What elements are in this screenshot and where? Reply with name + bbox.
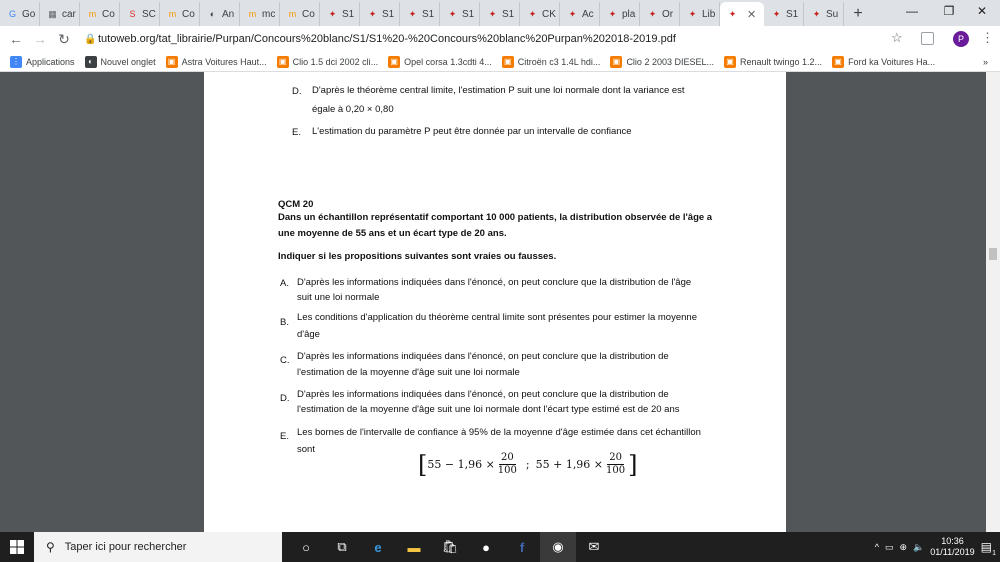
address-bar[interactable] <box>84 28 934 50</box>
tab-favicon-icon: ✦ <box>812 8 821 19</box>
fraction <box>606 452 625 477</box>
option-text: Les conditions d'application du théorème central limite sont présentes pour estimer la moyenne <box>297 312 697 323</box>
confidence-interval-formula <box>418 452 638 477</box>
bookmark-item[interactable] <box>85 56 156 68</box>
browser-tab[interactable] <box>160 2 200 26</box>
tab-favicon-icon: ✦ <box>772 8 781 19</box>
bookmarks-bar <box>0 52 1000 72</box>
bookmark-item[interactable] <box>502 56 601 68</box>
tab-label: S1 <box>786 8 799 20</box>
tab-favicon-icon: ◐ <box>209 9 216 19</box>
bookmark-label: Applications <box>26 56 75 67</box>
tab-favicon-icon: ✦ <box>528 8 537 19</box>
cortana-icon[interactable]: ○ <box>302 539 310 555</box>
tab-favicon-icon: ✦ <box>568 8 577 19</box>
tab-label: CK <box>542 8 556 20</box>
browser-tab[interactable] <box>560 2 600 26</box>
clock[interactable] <box>930 536 974 558</box>
profile-avatar[interactable]: P <box>953 31 969 47</box>
browser-tab[interactable] <box>440 2 480 26</box>
option-text: suit une loi normale <box>297 292 380 303</box>
option-text: d'âge <box>297 329 320 340</box>
car-icon: ▣ <box>277 56 289 68</box>
tab-label: S1 <box>462 8 475 20</box>
tab-label: pla <box>622 8 636 20</box>
browser-tab[interactable] <box>40 2 80 26</box>
mail-icon[interactable]: ✉ <box>588 539 600 554</box>
browser-tab[interactable] <box>804 2 844 26</box>
vertical-scrollbar[interactable] <box>986 72 1000 532</box>
bookmark-label: Clio 1.5 dci 2002 cli... <box>292 56 379 67</box>
windows-taskbar <box>0 532 1000 562</box>
browser-tab[interactable] <box>120 2 160 26</box>
taskbar-search[interactable] <box>34 532 282 562</box>
browser-tab[interactable] <box>0 2 40 26</box>
bookmark-item[interactable] <box>724 56 822 68</box>
facebook-icon[interactable]: f <box>519 539 525 555</box>
option-letter: D. <box>292 86 302 97</box>
tab-label: S1 <box>502 8 515 20</box>
car-icon: ▣ <box>724 56 736 68</box>
tab-label: SC <box>142 8 156 20</box>
option-text: D'après les informations indiquées dans l'énoncé, on peut conclure que la distribution de l'âge <box>297 277 692 288</box>
tab-label: car <box>62 8 76 20</box>
reload-icon: ↻ <box>58 30 70 47</box>
tab-label: Go <box>22 8 36 20</box>
search-icon: ⚲ <box>46 540 55 554</box>
bookmark-star-icon[interactable]: ☆ <box>891 30 903 45</box>
network-icon[interactable]: ▭ <box>884 541 894 552</box>
tab-favicon-icon: ✦ <box>408 8 417 19</box>
browser-tab[interactable] <box>280 2 320 26</box>
search-placeholder: Taper ici pour rechercher <box>64 541 187 553</box>
bracket-close: ] <box>628 450 638 479</box>
option-letter: E. <box>292 127 301 138</box>
bookmark-label: Citroën c3 1.4L hdi... <box>517 56 601 67</box>
browser-toolbar <box>0 26 1000 52</box>
tab-label: Su <box>826 8 839 20</box>
bookmark-label: Clio 2 2003 DIESEL... <box>626 56 714 67</box>
option-letter: B. <box>280 317 289 328</box>
tab-favicon-icon: ✦ <box>688 8 697 19</box>
car-icon: ▣ <box>388 56 400 68</box>
car-icon: ▣ <box>610 56 622 68</box>
tab-favicon-icon: ✦ <box>648 8 657 19</box>
option-text: L'estimation du paramètre P peut être donnée par un intervalle de confiance <box>312 126 632 137</box>
bookmark-item[interactable] <box>277 56 379 68</box>
globe-icon: ◐ <box>85 56 97 68</box>
question-intro: Dans un échantillon représentatif comportant 10 000 patients, la distribution observée de l'âge a <box>278 212 713 223</box>
option-letter: E. <box>280 431 289 442</box>
chevron-up-icon[interactable]: ^ <box>874 542 879 552</box>
browser-tab[interactable] <box>764 2 804 26</box>
option-text: D'après le théorème central limite, l'estimation P suit une loi normale dont la variance est <box>312 85 685 96</box>
notification-icon[interactable]: ▤ 1 <box>980 540 996 557</box>
bookmarks-overflow-button[interactable]: » <box>982 56 988 67</box>
task-view-icon[interactable]: ⧉ <box>337 539 347 554</box>
tab-favicon-icon: ✦ <box>608 8 617 19</box>
browser-tab[interactable] <box>600 2 640 26</box>
formula-term: 55 + 1,96 × <box>535 458 604 471</box>
fraction <box>498 452 517 477</box>
minimize-button[interactable]: — <box>906 4 918 18</box>
url-text: tutoweb.org/tat_librairie/Purpan/Concours%20blanc/S1/S1%20-%20Concours%20blanc%20Purpan%202018-2019.pdf <box>98 33 676 45</box>
tab-favicon-icon: m <box>288 9 297 19</box>
globe-icon[interactable]: ⊕ <box>899 541 908 552</box>
browser-tab[interactable] <box>400 2 440 26</box>
arrow-left-icon: ← <box>9 31 23 47</box>
option-text: égale à 0,20 × 0,80 <box>312 104 394 115</box>
browser-tab[interactable] <box>720 2 764 26</box>
browser-tab[interactable] <box>520 2 560 26</box>
bookmark-label: Nouvel onglet <box>100 56 156 67</box>
new-tab-button[interactable]: + <box>853 5 863 22</box>
option-text: D'après les informations indiquées dans l'énoncé, on peut conclure que la distribution de <box>297 351 669 362</box>
bookmark-label: Renault twingo 1.2... <box>740 56 823 67</box>
back-button[interactable] <box>4 27 28 51</box>
bookmark-label: Ford ka Voitures Ha... <box>848 56 936 67</box>
browser-tab[interactable] <box>80 2 120 26</box>
car-icon: ▣ <box>502 56 514 68</box>
option-text: l'estimation de la moyenne d'âge suit une loi normale <box>297 367 520 378</box>
tab-favicon-icon: m <box>248 9 257 19</box>
browser-tab[interactable] <box>320 2 360 26</box>
browser-tab[interactable] <box>640 2 680 26</box>
arrow-right-icon: → <box>33 31 47 47</box>
tab-favicon-icon: m <box>88 9 97 19</box>
option-letter: D. <box>280 393 290 404</box>
tab-label: S1 <box>422 8 435 20</box>
car-icon: ▣ <box>832 56 844 68</box>
tab-favicon-icon: S <box>129 9 136 19</box>
clock-date: 01/11/2019 <box>930 547 975 557</box>
tab-favicon-icon: ✦ <box>328 8 337 19</box>
tab-favicon-icon: ✦ <box>728 8 737 19</box>
start-button[interactable] <box>0 532 34 562</box>
question-intro: une moyenne de 55 ans et un écart type de 20 ans. <box>278 228 507 239</box>
browser-tab[interactable] <box>680 2 720 26</box>
tab-label: S1 <box>342 8 355 20</box>
bookmark-item[interactable] <box>10 56 75 68</box>
edge-icon[interactable]: e <box>374 539 382 555</box>
tab-favicon-icon: m <box>168 9 177 19</box>
bookmark-label: Astra Voitures Haut... <box>181 56 267 67</box>
extension-icon[interactable] <box>921 32 934 45</box>
forward-button[interactable] <box>28 27 52 51</box>
option-text: Les bornes de l'intervalle de confiance à 95% de la moyenne d'âge estimée dans cet échantillon <box>297 427 701 438</box>
bookmark-item[interactable] <box>610 56 714 68</box>
option-letter: A. <box>280 278 289 289</box>
formula-term: 55 − 1,96 × <box>427 458 495 471</box>
tab-favicon-icon: ✦ <box>448 8 457 19</box>
lock-icon: 🔒 <box>84 33 97 45</box>
media-app-icon[interactable]: ● <box>482 539 490 555</box>
restore-button[interactable]: ❐ <box>943 4 955 18</box>
tab-favicon-icon: ✦ <box>488 8 497 19</box>
question-instruction: Indiquer si les propositions suivantes sont vraies ou fausses. <box>278 251 557 262</box>
tab-label: S1 <box>382 8 395 20</box>
browser-tab[interactable] <box>360 2 400 26</box>
tab-label: Co <box>302 8 315 20</box>
pdf-viewer <box>0 72 1000 532</box>
bookmark-item[interactable] <box>166 56 267 68</box>
option-text: sont <box>297 444 315 455</box>
browser-tab[interactable] <box>240 2 280 26</box>
bookmark-label: Opel corsa 1.3cdti 4... <box>404 56 492 67</box>
chrome-icon[interactable]: ◉ <box>540 532 576 562</box>
tab-label: An <box>222 8 235 20</box>
question-title: QCM 20 <box>278 199 314 210</box>
car-icon: ▣ <box>166 56 178 68</box>
bookmark-item[interactable] <box>832 56 935 68</box>
tab-favicon-icon: ▦ <box>48 8 57 19</box>
volume-icon[interactable]: 🔈 <box>913 541 925 552</box>
windows-logo-icon <box>10 540 24 554</box>
pdf-page <box>204 72 786 532</box>
menu-kebab-icon[interactable]: ⋮ <box>981 30 994 45</box>
option-text: D'après les informations indiquées dans l'énoncé, on peut conclure que la distribution de <box>297 389 669 400</box>
browser-tab[interactable] <box>200 2 240 26</box>
tab-label: Or <box>662 8 674 20</box>
system-tray <box>875 532 1000 562</box>
fraction-denominator: 100 <box>497 465 517 476</box>
tab-favicon-icon: ✦ <box>368 8 377 19</box>
reload-button[interactable] <box>52 27 76 51</box>
bookmark-item[interactable] <box>388 56 492 68</box>
apps-icon: ⋮ <box>12 57 20 66</box>
file-explorer-icon[interactable]: ▬ <box>407 539 421 555</box>
tab-label: Lib <box>702 8 716 20</box>
tab-favicon-icon: G <box>8 9 16 19</box>
notification-count: 1 <box>992 550 996 557</box>
option-letter: C. <box>280 355 290 366</box>
tab-label: Co <box>182 8 195 20</box>
tab-label: mc <box>262 8 276 20</box>
clock-time: 10:36 <box>941 536 964 546</box>
formula-separator: ; <box>525 458 530 471</box>
fraction-denominator: 100 <box>606 465 626 476</box>
scrollbar-thumb[interactable] <box>989 248 997 260</box>
browser-tab[interactable] <box>480 2 520 26</box>
tab-label: Ac <box>582 8 594 20</box>
fraction-numerator: 20 <box>500 452 514 463</box>
option-text: l'estimation de la moyenne d'âge suit une loi normale dont l'écart type estimé est de 20 ans <box>297 404 680 415</box>
tab-label: Co <box>102 8 115 20</box>
bracket-open: [ <box>418 450 428 479</box>
close-tab-icon[interactable]: ✕ <box>747 8 757 21</box>
tab-strip <box>0 0 1000 26</box>
fraction-numerator: 20 <box>609 452 622 463</box>
store-icon[interactable]: 🛍 <box>441 539 459 554</box>
close-window-button[interactable]: ✕ <box>976 4 988 18</box>
